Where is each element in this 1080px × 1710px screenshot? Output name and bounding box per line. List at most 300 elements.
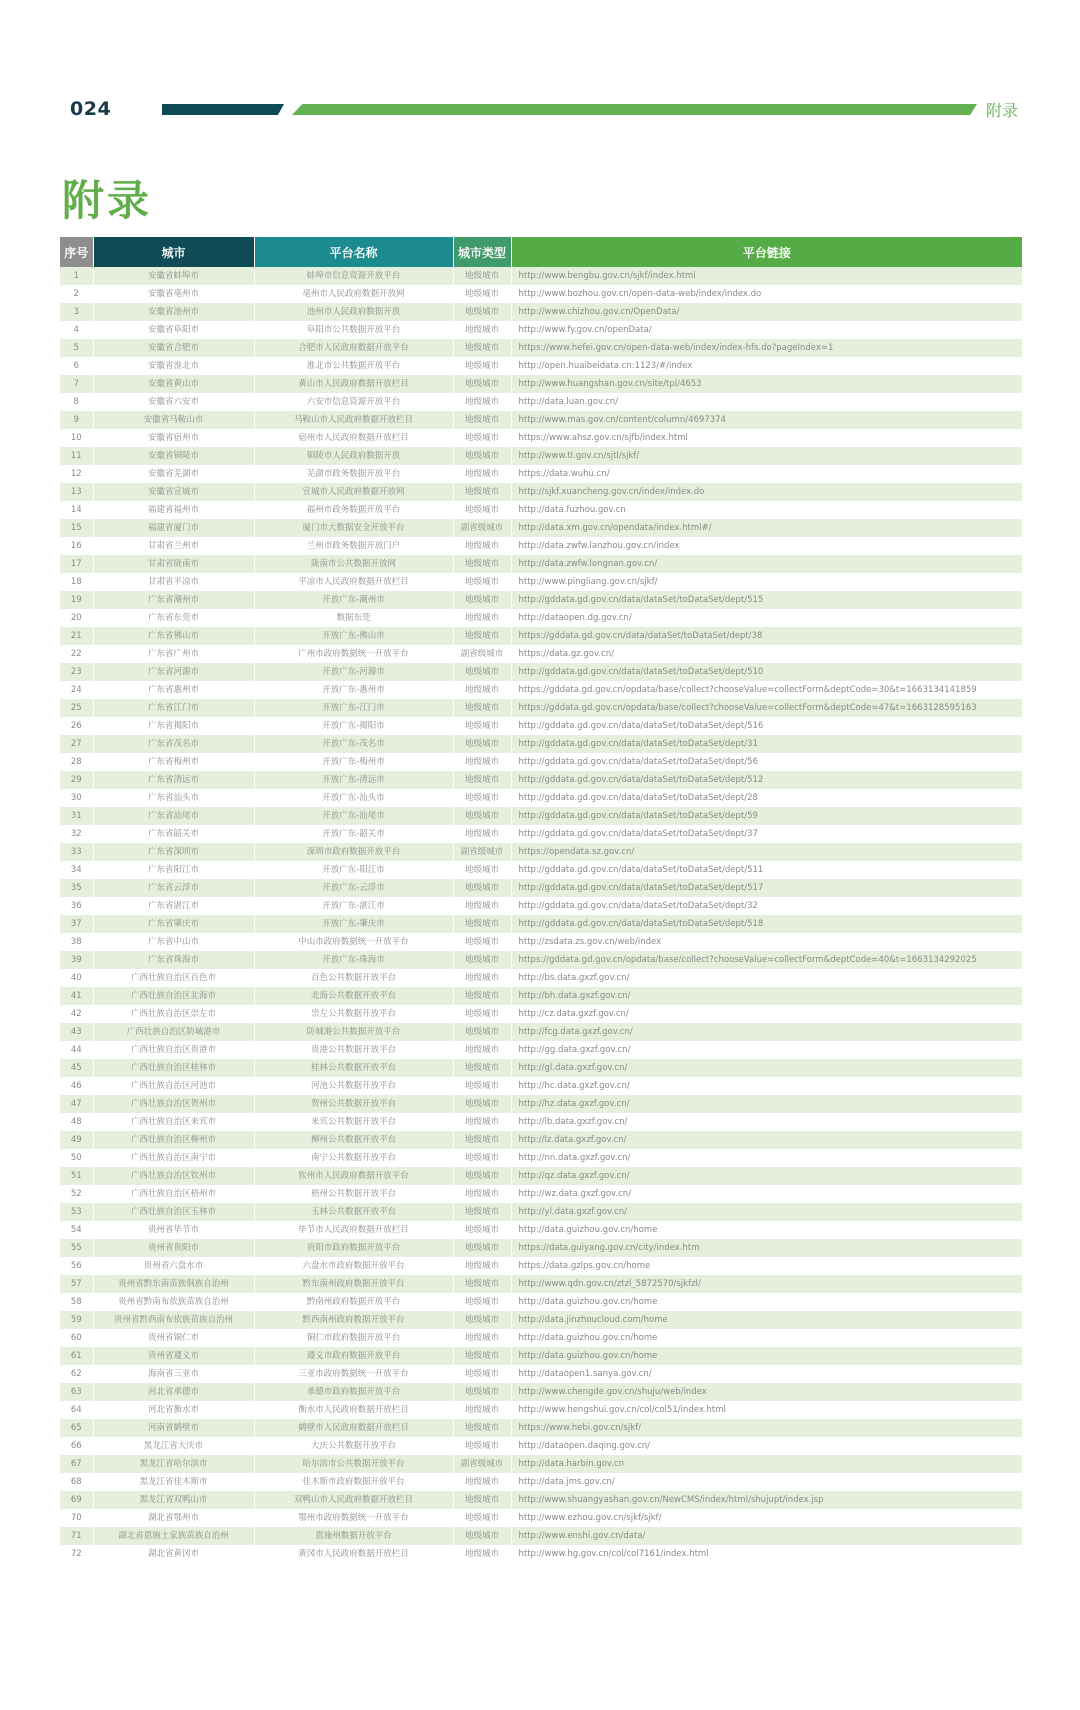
- table-row: [60, 591, 1022, 609]
- row-city: 甘肃省陇南市: [93, 555, 254, 573]
- row-index: 41: [60, 987, 93, 1005]
- row-city-type: 地级城市: [453, 1095, 511, 1113]
- row-platform-name: 六盘水市政府数据开放平台: [254, 1257, 453, 1275]
- row-index: 29: [60, 771, 93, 789]
- row-index: 30: [60, 789, 93, 807]
- row-platform-name: 开放广东-肇庆市: [254, 915, 453, 933]
- row-index: 71: [60, 1527, 93, 1545]
- table-row: [60, 879, 1022, 897]
- row-platform-name: 开放广东-清远市: [254, 771, 453, 789]
- row-platform-name: 承德市政府数据开放平台: [254, 1383, 453, 1401]
- row-index: 55: [60, 1239, 93, 1257]
- row-city-type: 地级城市: [453, 573, 511, 591]
- row-index: 22: [60, 645, 93, 663]
- row-city: 安徽省六安市: [93, 393, 254, 411]
- row-platform-link: http://gddata.gd.gov.cn/data/dataSet/toDataSet/dept/31: [511, 735, 1022, 753]
- table-row: [60, 1329, 1022, 1347]
- row-index: 59: [60, 1311, 93, 1329]
- row-platform-name: 南宁公共数据开放平台: [254, 1149, 453, 1167]
- row-city: 广西壮族自治区桂林市: [93, 1059, 254, 1077]
- row-city: 安徽省铜陵市: [93, 447, 254, 465]
- row-index: 24: [60, 681, 93, 699]
- row-city-type: 地级城市: [453, 1383, 511, 1401]
- row-city-type: 地级城市: [453, 771, 511, 789]
- row-platform-name: 恩施州数据开放平台: [254, 1527, 453, 1545]
- row-index: 2: [60, 285, 93, 303]
- row-city: 广西壮族自治区贺州市: [93, 1095, 254, 1113]
- row-platform-name: 贵阳市政府数据开放平台: [254, 1239, 453, 1257]
- row-platform-link: http://data.zwfw.longnan.gov.cn/: [511, 555, 1022, 573]
- table-row: [60, 789, 1022, 807]
- row-platform-name: 钦州市人民政府数据开放平台: [254, 1167, 453, 1185]
- row-platform-name: 铜陵市人民政府数据开放: [254, 447, 453, 465]
- row-platform-link: http://wz.data.gxzf.gov.cn/: [511, 1185, 1022, 1203]
- table-row: [60, 1185, 1022, 1203]
- table-row: [60, 1473, 1022, 1491]
- row-platform-link: http://nn.data.gxzf.gov.cn/: [511, 1149, 1022, 1167]
- row-platform-name: 黄山市人民政府数据开放栏目: [254, 375, 453, 393]
- row-city: 广东省河源市: [93, 663, 254, 681]
- row-index: 3: [60, 303, 93, 321]
- row-index: 61: [60, 1347, 93, 1365]
- table-row: [60, 1113, 1022, 1131]
- row-platform-link: http://open.huaibeidata.cn:1123/#/index: [511, 357, 1022, 375]
- row-platform-name: 桂林公共数据开放平台: [254, 1059, 453, 1077]
- row-city: 广西壮族自治区贵港市: [93, 1041, 254, 1059]
- row-index: 54: [60, 1221, 93, 1239]
- row-city-type: 地级城市: [453, 1509, 511, 1527]
- row-city-type: 地级城市: [453, 375, 511, 393]
- row-platform-link: http://gddata.gd.gov.cn/data/dataSet/toDataSet/dept/517: [511, 879, 1022, 897]
- table-row: [60, 393, 1022, 411]
- row-city-type: 副省级城市: [453, 1455, 511, 1473]
- row-platform-name: 河池公共数据开放平台: [254, 1077, 453, 1095]
- row-city: 黑龙江省大庆市: [93, 1437, 254, 1455]
- row-platform-link: http://qz.data.gxzf.gov.cn/: [511, 1167, 1022, 1185]
- row-index: 64: [60, 1401, 93, 1419]
- row-platform-name: 贵港公共数据开放平台: [254, 1041, 453, 1059]
- row-city: 安徽省合肥市: [93, 339, 254, 357]
- row-platform-name: 开放广东-茂名市: [254, 735, 453, 753]
- row-city-type: 地级城市: [453, 825, 511, 843]
- row-index: 39: [60, 951, 93, 969]
- row-index: 15: [60, 519, 93, 537]
- row-platform-name: 鄂州市政府数据统一开放平台: [254, 1509, 453, 1527]
- row-platform-name: 黔东南州政府数据开放平台: [254, 1275, 453, 1293]
- row-city: 甘肃省平凉市: [93, 573, 254, 591]
- row-platform-link: http://data.zwfw.lanzhou.gov.cn/index: [511, 537, 1022, 555]
- row-city: 贵州省毕节市: [93, 1221, 254, 1239]
- row-platform-link: http://gddata.gd.gov.cn/data/dataSet/toDataSet/dept/510: [511, 663, 1022, 681]
- column-header-city-type: 城市类型: [453, 237, 511, 267]
- row-platform-name: 鹤壁市人民政府数据开放栏目: [254, 1419, 453, 1437]
- row-platform-name: 开放广东-佛山市: [254, 627, 453, 645]
- table-row: [60, 1167, 1022, 1185]
- row-platform-link: http://gddata.gd.gov.cn/data/dataSet/toDataSet/dept/37: [511, 825, 1022, 843]
- row-platform-name: 北海公共数据开放平台: [254, 987, 453, 1005]
- row-index: 19: [60, 591, 93, 609]
- table-row: [60, 1257, 1022, 1275]
- row-platform-name: 玉林公共数据开放平台: [254, 1203, 453, 1221]
- row-city: 贵州省黔西南布依族苗族自治州: [93, 1311, 254, 1329]
- table-row: [60, 717, 1022, 735]
- row-city-type: 地级城市: [453, 861, 511, 879]
- row-index: 5: [60, 339, 93, 357]
- row-platform-link: http://hz.data.gxzf.gov.cn/: [511, 1095, 1022, 1113]
- row-index: 36: [60, 897, 93, 915]
- row-city: 湖北省鄂州市: [93, 1509, 254, 1527]
- table-row: [60, 771, 1022, 789]
- table-row: [60, 969, 1022, 987]
- row-platform-link: http://www.chengde.gov.cn/shuju/web/index: [511, 1383, 1022, 1401]
- table-row: [60, 1131, 1022, 1149]
- row-platform-link: http://dataopen.daqing.gov.cn/: [511, 1437, 1022, 1455]
- row-city-type: 地级城市: [453, 285, 511, 303]
- row-platform-name: 黄冈市人民政府数据开放栏目: [254, 1545, 453, 1563]
- row-city-type: 地级城市: [453, 1203, 511, 1221]
- row-city-type: 地级城市: [453, 1311, 511, 1329]
- row-platform-link: http://gddata.gd.gov.cn/data/dataSet/toDataSet/dept/511: [511, 861, 1022, 879]
- row-index: 67: [60, 1455, 93, 1473]
- table-row: [60, 1275, 1022, 1293]
- row-city: 广西壮族自治区柳州市: [93, 1131, 254, 1149]
- row-index: 14: [60, 501, 93, 519]
- row-city-type: 地级城市: [453, 1023, 511, 1041]
- row-platform-name: 宿州市人民政府数据开放栏目: [254, 429, 453, 447]
- row-city-type: 地级城市: [453, 807, 511, 825]
- row-city: 广东省中山市: [93, 933, 254, 951]
- row-platform-name: 厦门市大数据安全开放平台: [254, 519, 453, 537]
- row-platform-link: http://data.guizhou.gov.cn/home: [511, 1221, 1022, 1239]
- row-index: 65: [60, 1419, 93, 1437]
- row-city-type: 地级城市: [453, 753, 511, 771]
- row-index: 68: [60, 1473, 93, 1491]
- row-platform-link: http://gddata.gd.gov.cn/data/dataSet/toDataSet/dept/518: [511, 915, 1022, 933]
- row-city: 安徽省池州市: [93, 303, 254, 321]
- row-index: 25: [60, 699, 93, 717]
- row-platform-link: https://gddata.gd.gov.cn/opdata/base/collect?chooseValue=collectForm&deptCode=40&t=1663134292025: [511, 951, 1022, 969]
- row-city: 广东省湛江市: [93, 897, 254, 915]
- table-row: [60, 267, 1022, 285]
- row-index: 62: [60, 1365, 93, 1383]
- row-platform-name: 中山市政府数据统一开放平台: [254, 933, 453, 951]
- row-index: 9: [60, 411, 93, 429]
- table-row: [60, 1419, 1022, 1437]
- row-platform-link: http://bs.data.gxzf.gov.cn/: [511, 969, 1022, 987]
- row-city: 海南省三亚市: [93, 1365, 254, 1383]
- row-city: 贵州省黔东南苗族侗族自治州: [93, 1275, 254, 1293]
- row-index: 26: [60, 717, 93, 735]
- table-row: [60, 825, 1022, 843]
- row-platform-link: http://www.bozhou.gov.cn/open-data-web/index/index.do: [511, 285, 1022, 303]
- table-row: [60, 1365, 1022, 1383]
- row-index: 42: [60, 1005, 93, 1023]
- row-platform-link: http://www.qdn.gov.cn/ztzl_5872570/sjkfzl/: [511, 1275, 1022, 1293]
- row-city: 安徽省阜阳市: [93, 321, 254, 339]
- page-title: 附录: [62, 176, 153, 225]
- table-row: [60, 663, 1022, 681]
- row-city-type: 地级城市: [453, 465, 511, 483]
- row-city-type: 地级城市: [453, 1113, 511, 1131]
- row-platform-link: http://www.shuangyashan.gov.cn/NewCMS/index/html/shujupt/index.jsp: [511, 1491, 1022, 1509]
- appendix-table: [60, 237, 1022, 1563]
- table-row: [60, 807, 1022, 825]
- row-index: 27: [60, 735, 93, 753]
- row-city-type: 地级城市: [453, 627, 511, 645]
- header-bar-dark: [162, 104, 284, 115]
- row-index: 23: [60, 663, 93, 681]
- row-city: 广西壮族自治区河池市: [93, 1077, 254, 1095]
- table-row: [60, 753, 1022, 771]
- table-row: [60, 915, 1022, 933]
- row-index: 35: [60, 879, 93, 897]
- row-platform-name: 宣城市人民政府数据开放网: [254, 483, 453, 501]
- row-platform-link: http://www.hg.gov.cn/col/col7161/index.html: [511, 1545, 1022, 1563]
- row-city: 广西壮族自治区崇左市: [93, 1005, 254, 1023]
- row-platform-name: 百色公共数据开放平台: [254, 969, 453, 987]
- row-city-type: 地级城市: [453, 357, 511, 375]
- row-city-type: 地级城市: [453, 1293, 511, 1311]
- row-platform-link: http://dataopen.dg.gov.cn/: [511, 609, 1022, 627]
- row-city-type: 地级城市: [453, 933, 511, 951]
- row-city: 广西壮族自治区玉林市: [93, 1203, 254, 1221]
- table-row: [60, 1509, 1022, 1527]
- row-city-type: 地级城市: [453, 951, 511, 969]
- table-row: [60, 1401, 1022, 1419]
- row-platform-name: 大庆公共数据开放平台: [254, 1437, 453, 1455]
- row-platform-name: 芜湖市政务数据开放平台: [254, 465, 453, 483]
- row-city: 黑龙江省哈尔滨市: [93, 1455, 254, 1473]
- table-row: [60, 681, 1022, 699]
- row-city: 广东省东莞市: [93, 609, 254, 627]
- row-platform-name: 柳州公共数据开放平台: [254, 1131, 453, 1149]
- row-city-type: 地级城市: [453, 1167, 511, 1185]
- table-row: [60, 321, 1022, 339]
- table-row: [60, 951, 1022, 969]
- row-index: 57: [60, 1275, 93, 1293]
- row-platform-name: 蚌埠市信息资源开放平台: [254, 267, 453, 285]
- row-index: 40: [60, 969, 93, 987]
- row-city-type: 地级城市: [453, 1347, 511, 1365]
- table-row: [60, 645, 1022, 663]
- row-platform-name: 佳木斯市政府数据开放平台: [254, 1473, 453, 1491]
- table-row: [60, 861, 1022, 879]
- row-platform-name: 开放广东-湛江市: [254, 897, 453, 915]
- row-city-type: 地级城市: [453, 1041, 511, 1059]
- row-city-type: 地级城市: [453, 429, 511, 447]
- row-index: 33: [60, 843, 93, 861]
- row-platform-link: https://gddata.gd.gov.cn/data/dataSet/toDataSet/dept/38: [511, 627, 1022, 645]
- row-index: 63: [60, 1383, 93, 1401]
- table-row: [60, 1059, 1022, 1077]
- row-city: 湖北省黄冈市: [93, 1545, 254, 1563]
- row-platform-link: http://gddata.gd.gov.cn/data/dataSet/toDataSet/dept/516: [511, 717, 1022, 735]
- row-city-type: 地级城市: [453, 267, 511, 285]
- row-platform-name: 开放广东-江门市: [254, 699, 453, 717]
- row-city-type: 副省级城市: [453, 843, 511, 861]
- row-index: 32: [60, 825, 93, 843]
- table-body: [60, 267, 1022, 1563]
- table-row: [60, 1455, 1022, 1473]
- row-platform-link: http://gddata.gd.gov.cn/data/dataSet/toDataSet/dept/32: [511, 897, 1022, 915]
- row-city: 安徽省宿州市: [93, 429, 254, 447]
- row-platform-link: http://data.xm.gov.cn/opendata/index.html#/: [511, 519, 1022, 537]
- row-city-type: 地级城市: [453, 1221, 511, 1239]
- row-city-type: 地级城市: [453, 681, 511, 699]
- row-platform-name: 广州市政府数据统一开放平台: [254, 645, 453, 663]
- table-row: [60, 627, 1022, 645]
- row-platform-link: https://www.hebi.gov.cn/sjkf/: [511, 1419, 1022, 1437]
- row-city-type: 地级城市: [453, 789, 511, 807]
- row-city: 福建省福州市: [93, 501, 254, 519]
- row-city: 广西壮族自治区南宁市: [93, 1149, 254, 1167]
- row-platform-link: http://cz.data.gxzf.gov.cn/: [511, 1005, 1022, 1023]
- row-city: 贵州省黔南布依族苗族自治州: [93, 1293, 254, 1311]
- row-platform-name: 铜仁市政府数据开放平台: [254, 1329, 453, 1347]
- row-index: 34: [60, 861, 93, 879]
- row-city: 广东省汕尾市: [93, 807, 254, 825]
- row-city: 广东省珠海市: [93, 951, 254, 969]
- row-index: 18: [60, 573, 93, 591]
- row-city: 安徽省淮北市: [93, 357, 254, 375]
- row-city: 安徽省蚌埠市: [93, 267, 254, 285]
- row-index: 44: [60, 1041, 93, 1059]
- row-index: 4: [60, 321, 93, 339]
- table-row: [60, 1149, 1022, 1167]
- row-platform-name: 黔西南州政府数据开放平台: [254, 1311, 453, 1329]
- row-platform-name: 池州市人民政府数据开放: [254, 303, 453, 321]
- row-city: 广东省佛山市: [93, 627, 254, 645]
- row-index: 47: [60, 1095, 93, 1113]
- row-city-type: 地级城市: [453, 1329, 511, 1347]
- row-platform-link: http://gl.data.gxzf.gov.cn/: [511, 1059, 1022, 1077]
- row-platform-link: http://data.luan.gov.cn/: [511, 393, 1022, 411]
- column-header-platform-name: 平台名称: [254, 237, 453, 267]
- row-city: 河南省鹤壁市: [93, 1419, 254, 1437]
- row-city: 广东省肇庆市: [93, 915, 254, 933]
- row-platform-name: 开放广东-韶关市: [254, 825, 453, 843]
- table-row: [60, 1239, 1022, 1257]
- table-row: [60, 1491, 1022, 1509]
- table-row: [60, 1041, 1022, 1059]
- row-city: 贵州省六盘水市: [93, 1257, 254, 1275]
- row-index: 53: [60, 1203, 93, 1221]
- row-platform-name: 深圳市政府数据开放平台: [254, 843, 453, 861]
- row-platform-name: 陇南市公共数据开放网: [254, 555, 453, 573]
- row-index: 10: [60, 429, 93, 447]
- row-platform-link: http://www.chizhou.gov.cn/OpenData/: [511, 303, 1022, 321]
- row-city: 甘肃省兰州市: [93, 537, 254, 555]
- row-platform-link: https://gddata.gd.gov.cn/opdata/base/collect?chooseValue=collectForm&deptCode=47&t=1663128595163: [511, 699, 1022, 717]
- row-city: 河北省衡水市: [93, 1401, 254, 1419]
- table-row: [60, 933, 1022, 951]
- column-header-city: 城市: [93, 237, 254, 267]
- row-platform-link: http://fcg.data.gxzf.gov.cn/: [511, 1023, 1022, 1041]
- row-platform-name: 来宾公共数据开放平台: [254, 1113, 453, 1131]
- row-platform-link: https://opendata.sz.gov.cn/: [511, 843, 1022, 861]
- row-platform-name: 平凉市人民政府数据开放栏目: [254, 573, 453, 591]
- row-city-type: 地级城市: [453, 501, 511, 519]
- row-city: 广东省深圳市: [93, 843, 254, 861]
- row-city: 湖北省恩施土家族苗族自治州: [93, 1527, 254, 1545]
- row-platform-link: http://www.bengbu.gov.cn/sjkf/index.html: [511, 267, 1022, 285]
- row-platform-link: http://www.huangshan.gov.cn/site/tpl/4653: [511, 375, 1022, 393]
- row-platform-link: http://www.fy.gov.cn/openData/: [511, 321, 1022, 339]
- row-platform-name: 兰州市政务数据开放门户: [254, 537, 453, 555]
- row-platform-link: http://zsdata.zs.gov.cn/web/index: [511, 933, 1022, 951]
- row-platform-name: 合肥市人民政府数据开放平台: [254, 339, 453, 357]
- table-row: [60, 375, 1022, 393]
- row-city: 广东省阳江市: [93, 861, 254, 879]
- row-platform-link: https://data.wuhu.cn/: [511, 465, 1022, 483]
- table-row: [60, 573, 1022, 591]
- table-header-row: [60, 237, 1022, 267]
- row-platform-name: 黔南州政府数据开放平台: [254, 1293, 453, 1311]
- row-city-type: 地级城市: [453, 1077, 511, 1095]
- row-index: 51: [60, 1167, 93, 1185]
- row-city-type: 地级城市: [453, 393, 511, 411]
- row-city-type: 地级城市: [453, 717, 511, 735]
- row-index: 20: [60, 609, 93, 627]
- row-platform-link: http://www.ezhou.gov.cn/sjkf/sjkf/: [511, 1509, 1022, 1527]
- row-city-type: 地级城市: [453, 1059, 511, 1077]
- row-platform-link: http://dataopen1.sanya.gov.cn/: [511, 1365, 1022, 1383]
- row-platform-link: http://gddata.gd.gov.cn/data/dataSet/toDataSet/dept/28: [511, 789, 1022, 807]
- table-row: [60, 735, 1022, 753]
- row-city-type: 地级城市: [453, 1257, 511, 1275]
- table-row: [60, 843, 1022, 861]
- row-platform-name: 开放广东-河源市: [254, 663, 453, 681]
- table-row: [60, 1545, 1022, 1563]
- table-row: [60, 339, 1022, 357]
- row-city-type: 地级城市: [453, 897, 511, 915]
- row-city: 广西壮族自治区来宾市: [93, 1113, 254, 1131]
- table-row: [60, 1077, 1022, 1095]
- table-row: [60, 897, 1022, 915]
- row-index: 37: [60, 915, 93, 933]
- row-index: 38: [60, 933, 93, 951]
- row-platform-link: http://gddata.gd.gov.cn/data/dataSet/toDataSet/dept/59: [511, 807, 1022, 825]
- row-city: 广东省揭阳市: [93, 717, 254, 735]
- row-platform-link: http://lz.data.gxzf.gov.cn/: [511, 1131, 1022, 1149]
- row-index: 16: [60, 537, 93, 555]
- row-platform-link: http://data.jinzhoucloud.com/home: [511, 1311, 1022, 1329]
- row-platform-link: http://data.guizhou.gov.cn/home: [511, 1329, 1022, 1347]
- table-row: [60, 537, 1022, 555]
- row-platform-link: http://www.hengshui.gov.cn/col/col51/index.html: [511, 1401, 1022, 1419]
- row-platform-name: 梧州公共数据开放平台: [254, 1185, 453, 1203]
- row-index: 56: [60, 1257, 93, 1275]
- row-platform-link: http://yl.data.gxzf.gov.cn/: [511, 1203, 1022, 1221]
- row-index: 69: [60, 1491, 93, 1509]
- row-index: 43: [60, 1023, 93, 1041]
- table-row: [60, 429, 1022, 447]
- table-row: [60, 609, 1022, 627]
- row-index: 6: [60, 357, 93, 375]
- row-platform-link: http://www.enshi.gov.cn/data/: [511, 1527, 1022, 1545]
- row-platform-name: 开放广东-珠海市: [254, 951, 453, 969]
- row-platform-name: 淮北市公共数据开放平台: [254, 357, 453, 375]
- row-city-type: 地级城市: [453, 411, 511, 429]
- row-index: 13: [60, 483, 93, 501]
- row-city-type: 地级城市: [453, 699, 511, 717]
- row-platform-link: http://data.harbin.gov.cn: [511, 1455, 1022, 1473]
- row-city: 贵州省遵义市: [93, 1347, 254, 1365]
- row-platform-name: 开放广东-惠州市: [254, 681, 453, 699]
- row-index: 49: [60, 1131, 93, 1149]
- row-index: 11: [60, 447, 93, 465]
- row-city: 贵州省铜仁市: [93, 1329, 254, 1347]
